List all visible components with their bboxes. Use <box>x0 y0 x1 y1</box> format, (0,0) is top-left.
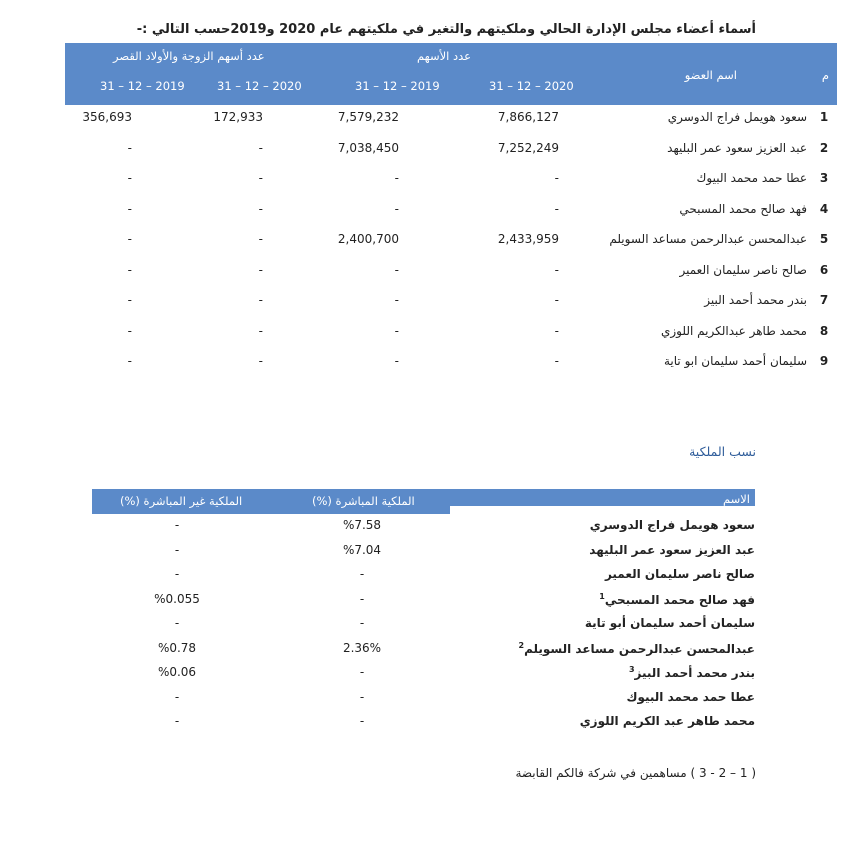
member-name: سليمان أحمد سليمان ابو تاية <box>664 354 807 368</box>
shareholder-name-text: بندر محمد أحمد البيز <box>634 666 755 680</box>
indirect-ownership: - <box>174 518 180 532</box>
family-shares-2019: - <box>127 171 132 185</box>
table-row <box>92 665 755 689</box>
shareholder-name <box>626 690 755 704</box>
header-shares: عدد الأسهم <box>417 49 472 63</box>
table-row <box>65 324 837 354</box>
page-heading: أسماء أعضاء مجلس الإدارة الحالي وملكيتهم والتغير في ملكيتهم عام 2020 و2019حسب التالي :- <box>136 22 756 37</box>
table-row <box>92 543 755 567</box>
shareholder-name-text: صالح ناصر سليمان العمير <box>604 567 755 581</box>
board-table-header <box>65 43 837 105</box>
table-row <box>92 690 755 714</box>
member-name: بندر محمد أحمد البيز <box>704 293 807 307</box>
member-name: صالح ناصر سليمان العمير <box>679 262 807 277</box>
shares-2020: 7,252,249 <box>497 140 559 155</box>
family-shares-2020: - <box>258 232 263 246</box>
indirect-ownership: - <box>174 616 180 630</box>
table-row <box>65 171 837 201</box>
row-index: 4 <box>819 201 829 216</box>
indirect-ownership: - <box>174 714 180 728</box>
direct-ownership: - <box>359 665 365 679</box>
ownership-section-title: نسب الملكية <box>689 444 756 459</box>
shares-2019: 7,579,232 <box>337 110 399 124</box>
shares-2019: - <box>394 201 399 216</box>
family-shares-2020: - <box>258 323 263 338</box>
shares-2019: 7,038,450 <box>337 140 399 155</box>
shareholder-name <box>580 714 755 728</box>
shareholder-name <box>629 665 755 680</box>
direct-ownership: - <box>359 714 365 728</box>
family-shares-2020: - <box>258 293 263 307</box>
indirect-ownership: - <box>174 567 180 581</box>
table-row <box>65 110 837 140</box>
member-name: عطا حمد محمد البيوك <box>696 171 807 185</box>
indirect-ownership: - <box>174 689 180 704</box>
shareholder-name-text: سعود هويمل فراج الدوسري <box>589 518 755 532</box>
table-row <box>65 293 837 323</box>
shares-2020: - <box>554 354 559 368</box>
table-row <box>92 592 755 616</box>
member-name: محمد طاهر عبدالكريم اللوزي <box>660 323 807 338</box>
shares-2020: - <box>554 262 559 277</box>
shares-2019: - <box>394 293 399 307</box>
family-shares-2019: - <box>127 293 132 307</box>
shares-2020: - <box>554 323 559 338</box>
family-shares-2019: - <box>127 323 132 338</box>
header-indirect-ownership: الملكية غير المباشرة (%) <box>120 494 243 508</box>
shares-2019: - <box>394 323 399 338</box>
direct-ownership: - <box>359 591 365 606</box>
shares-2019: - <box>394 171 399 185</box>
shareholder-name <box>605 567 755 581</box>
shares-2019: - <box>394 354 399 368</box>
header-direct-ownership: الملكية المباشرة (%) <box>312 494 415 508</box>
member-name: عبد العزيز سعود عمر البليهد <box>667 140 807 155</box>
table-row <box>65 232 837 262</box>
shareholder-name-text: محمد طاهر عبد الكريم اللوزي <box>579 714 755 728</box>
header-shares-2020: 31 – 12 – 2020 <box>489 79 574 93</box>
direct-ownership: %7.04 <box>342 542 382 557</box>
table-row <box>92 714 755 738</box>
indirect-ownership: %0.06 <box>157 665 197 679</box>
shares-2020: - <box>554 201 559 216</box>
direct-ownership: - <box>359 567 365 581</box>
shares-2020: 7,866,127 <box>497 110 559 124</box>
family-shares-2019: - <box>127 354 132 368</box>
shareholder-name-text: سليمان أحمد سليمان أبو تاية <box>584 616 755 630</box>
header-index: م <box>821 68 829 82</box>
shares-2019: 2,400,700 <box>337 232 399 246</box>
family-shares-2020: - <box>258 140 263 155</box>
family-shares-2019: - <box>127 201 132 216</box>
indirect-ownership: %0.78 <box>157 640 197 655</box>
header-name: الاسم <box>722 492 750 506</box>
shares-2020: 2,433,959 <box>497 232 559 246</box>
family-shares-2020: - <box>258 201 263 216</box>
shareholder-name <box>599 592 755 607</box>
member-name: عبدالمحسن عبدالرحمن مساعد السويلم <box>609 232 807 246</box>
table-row <box>65 354 837 384</box>
shareholder-name <box>585 616 755 630</box>
shareholder-name-text: فهد صالح محمد المسبحي <box>604 592 755 607</box>
indirect-ownership: - <box>174 542 180 557</box>
table-row <box>65 141 837 171</box>
shareholder-name <box>518 641 755 656</box>
row-index: 1 <box>819 110 829 124</box>
member-name: سعود هويمل فراج الدوسري <box>667 110 807 124</box>
table-row <box>92 616 755 640</box>
row-index: 2 <box>819 140 829 155</box>
table-row <box>92 641 755 665</box>
indirect-ownership: %0.055 <box>154 591 200 606</box>
footnote-marker: 2 <box>518 640 525 650</box>
table-row <box>92 567 755 591</box>
family-shares-2019: 356,693 <box>82 110 132 124</box>
shareholder-name-text: عطا حمد محمد البيوك <box>626 689 755 704</box>
header-member-name: اسم العضو <box>684 68 737 82</box>
family-shares-2020: - <box>258 171 263 185</box>
footnote-marker: 1 <box>599 591 605 601</box>
shares-2019: - <box>394 262 399 277</box>
header-family-2020: 31 – 12 – 2020 <box>217 79 302 93</box>
family-shares-2019: - <box>127 262 132 277</box>
shareholder-name <box>589 543 755 557</box>
direct-ownership: - <box>359 616 365 630</box>
shares-2020: - <box>554 171 559 185</box>
shareholder-name-text: عبدالمحسن عبدالرحمن مساعد السويلم <box>524 641 755 656</box>
member-name: فهد صالح محمد المسبحي <box>679 201 807 216</box>
family-shares-2020: 172,933 <box>213 110 263 124</box>
table-row <box>65 202 837 232</box>
table-row <box>92 518 755 542</box>
header-shares-2019: 31 – 12 – 2019 <box>355 79 440 93</box>
direct-ownership: %7.58 <box>342 518 382 532</box>
row-index: 9 <box>819 354 829 368</box>
footnote-marker: 3 <box>628 665 635 674</box>
row-index: 3 <box>819 171 829 185</box>
family-shares-2020: - <box>258 354 263 368</box>
row-index: 7 <box>819 293 829 307</box>
shares-2020: - <box>554 293 559 307</box>
ownership-table-header <box>92 489 755 514</box>
header-family-2019: 31 – 12 – 2019 <box>100 79 185 93</box>
family-shares-2019: - <box>127 140 132 155</box>
family-shares-2019: - <box>127 232 132 246</box>
shareholder-name <box>590 518 755 532</box>
direct-ownership: 2.36% <box>342 640 382 655</box>
row-index: 6 <box>819 262 829 277</box>
footnote: ( 1 – 2 - 3 ) مساهمين في شركة فالكم القابضة <box>515 766 756 780</box>
row-index: 5 <box>819 232 829 246</box>
family-shares-2020: - <box>258 262 263 277</box>
row-index: 8 <box>819 323 829 338</box>
header-family-shares: عدد أسهم الزوجة والأولاد القصر <box>113 49 265 63</box>
table-row <box>65 263 837 293</box>
direct-ownership: - <box>359 689 365 704</box>
shareholder-name-text: عبد العزيز سعود عمر البليهد <box>589 542 755 557</box>
